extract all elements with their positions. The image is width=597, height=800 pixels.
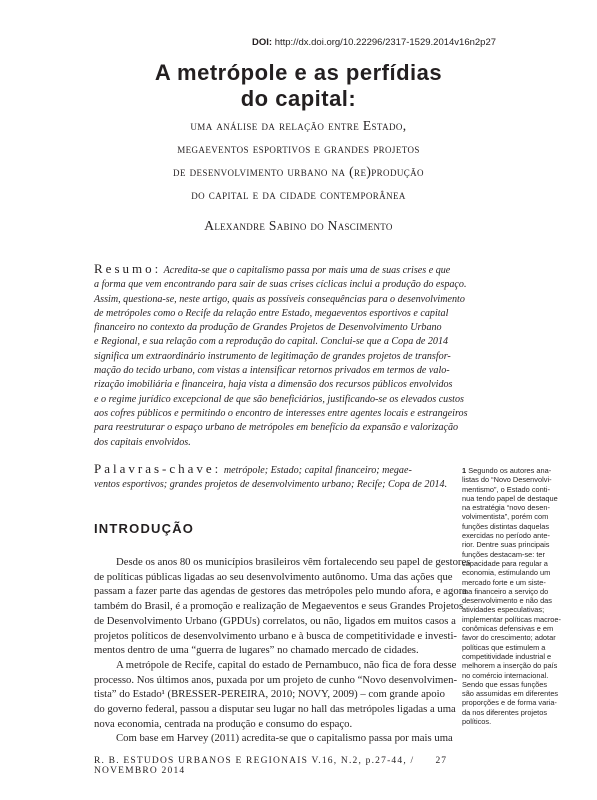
doi-link[interactable]: http://dx.doi.org/10.22296/2317-1529.2014v16n2p27 xyxy=(274,37,497,48)
doi-label: DOI: xyxy=(252,37,273,48)
page-number: 27 xyxy=(435,756,447,766)
abstract xyxy=(94,261,468,450)
body-line: do governo federal, passou a disputar seu lugar no hall das metrópoles ligadas a uma xyxy=(94,703,456,716)
body-text xyxy=(94,555,471,746)
footnote-line: ma financeiro a serviço do xyxy=(462,586,549,596)
body-line: mentos dentro de uma “guerra de lugares” no chamado mercado de cidades. xyxy=(94,644,419,657)
body-line: nova economia, centrada na produção e consumo do espaço. xyxy=(94,717,353,730)
footnote-line: Sendo que essas funções xyxy=(462,679,548,689)
footnote-line: listas do “Novo Desenvolvi- xyxy=(462,475,552,485)
keywords-line: Palavras-chave: metrópole; Estado; capital financeiro; megae- xyxy=(94,461,412,476)
abstract-label: Resumo: xyxy=(94,261,162,276)
abstract-line: financeiro no contexto da produção de Grandes Projetos de Desenvolvimento Urbano xyxy=(94,322,442,334)
abstract-line: a forma que vem encontrando para sair de suas crises cíclicas inclui a produção do espaço. xyxy=(94,279,467,291)
body-line: processo. Nos últimos anos, puxada por um projeto de cunho “Novo desenvolvimen- xyxy=(94,673,458,686)
abstract-line: Resumo: Acredita-se que o capitalismo passa por mais uma de suas crises e que xyxy=(94,261,451,276)
keywords xyxy=(94,462,447,493)
subtitle-line-1: uma análise da relação entre Estado, xyxy=(190,118,407,133)
footnote-line: no comércio internacional. xyxy=(462,670,549,680)
body-line: tista” do Estado¹ (BRESSER-PEREIRA, 2010; NOVY, 2009) – com grande apoio xyxy=(94,688,445,701)
footnote-line: capacidade para regular a xyxy=(462,558,548,568)
subtitle-line-4: do capital e da cidade contemporânea xyxy=(191,187,406,202)
keywords-line: ventos esportivos; grandes projetos de desenvolvimento urbano; Recife; Copa de 2014. xyxy=(94,479,448,491)
footnote-line: competitividade industrial e xyxy=(462,651,552,661)
footnote-line: funções destacam-se: ter xyxy=(462,549,545,559)
footnote-line: são assumidas em diferentes xyxy=(462,689,559,699)
abstract-line: e o regime jurídico excepcional de que são beneficiários, justificando-se os elevados custos xyxy=(94,393,464,405)
abstract-line: de metrópoles como o Recife da relação entre Estado, megaeventos esportivos e capital xyxy=(94,307,449,319)
article-title-line-1: A metrópole e as perfídias xyxy=(154,60,443,85)
abstract-line: Assim, questiona-se, neste artigo, quais as possíveis consequências para o desenvolvimento xyxy=(94,293,465,305)
author-name: Alexandre Sabino do Nascimento xyxy=(204,218,393,233)
footnote-line: proporções e de forma varia- xyxy=(462,698,557,708)
footnote-number: 1 xyxy=(462,466,467,475)
abstract-line: significa um extraordinário instrumento de legitimação de grandes projetos de transfor- xyxy=(94,350,451,362)
footnote-line: exercidas no período ante- xyxy=(462,531,550,541)
footnote-line: favor do crescimento; adotar xyxy=(462,633,556,643)
footnote-line: da nos diferentes projetos xyxy=(462,707,548,717)
footnote-line: mercado forte e um siste- xyxy=(462,577,546,587)
footnote-line: implementar políticas macroe- xyxy=(462,614,561,624)
page-footer xyxy=(94,756,447,776)
abstract-line: e Regional, e sua relação com a reprodução do capital. Conclui-se que a Copa de 2014 xyxy=(94,336,449,348)
subtitle-line-3: de desenvolvimento urbano na (re)produção xyxy=(173,164,424,179)
footnote-line: atividades especulativas; xyxy=(462,605,545,615)
body-line: de políticas públicas ligadas ao seu desenvolvimento autônomo. Uma das ações que xyxy=(94,570,453,583)
body-line: projetos políticos de desenvolvimento urbano e à busca de competitividade e investi- xyxy=(94,629,457,642)
footnote-line: na estratégia “novo desen- xyxy=(462,503,550,513)
footnote-line: políticos. xyxy=(462,717,492,727)
abstract-line: dos capitais envolvidos. xyxy=(94,436,191,448)
body-line: passam a fazer parte das agendas de gestores das metrópoles pelo mundo afora, e agora xyxy=(94,585,468,598)
doi-line xyxy=(252,37,496,48)
body-line: A metrópole de Recife, capital do estado de Pernambuco, não fica de fora desse xyxy=(116,658,457,671)
body-line: Desde os anos 80 os municípios brasileiros vêm fortalecendo seu papel de gestores xyxy=(116,556,471,568)
abstract-line: aos cofres públicos e permitindo o encontro de interesses entre agentes locais e estrangeiros xyxy=(94,407,468,419)
footnote-line: funções distintas daquelas xyxy=(462,521,550,531)
footnote-line: economia, estimulando um xyxy=(462,568,551,578)
footnote-line: nua tendo papel de destaque xyxy=(462,493,558,503)
footnote-line: melhorem a inserção do país xyxy=(462,661,558,671)
body-line: também do Brasil, é a promoção e realização de Megaeventos e seus Grandes Projetos xyxy=(94,600,464,613)
article-title-line-2: do capital: xyxy=(240,86,357,111)
journal-citation: R. B. ESTUDOS URBANOS E REGIONAIS V.16, N.2, p.27-44, / NOVEMBRO 2014 xyxy=(94,756,415,776)
abstract-line: rização imobiliária e financeira, haja vista a dimensão dos recursos públicos envolvidos xyxy=(94,379,453,391)
footnote-line: volvimentista”, porém com xyxy=(462,512,549,522)
keywords-label: Palavras-chave: xyxy=(94,461,222,476)
body-line: de Desenvolvimento Urbano (GPDUs) correlatos, ou não, ligados em muitos casos a xyxy=(94,614,456,627)
body-line: Com base em Harvey (2011) acredita-se que o capitalismo passa por mais uma xyxy=(116,732,453,745)
footnote-line: 1 Segundo os autores ana- xyxy=(462,466,552,475)
subtitle-line-2: megaeventos esportivos e grandes projetos xyxy=(177,141,420,156)
footnote-line: políticas que estimulem a xyxy=(462,642,546,652)
footnote-line: desenvolvimento e não das xyxy=(462,596,552,606)
abstract-line: para reestruturar o espaço urbano de metrópoles em benefício da expansão e valorização xyxy=(94,422,459,434)
footnote xyxy=(462,466,561,726)
section-heading: INTRODUÇÃO xyxy=(94,521,195,536)
footnote-line: mentismo”, o Estado conti- xyxy=(462,484,550,494)
abstract-line: mação do tecido urbano, com vistas a intensificar retornos privados em termos de valo- xyxy=(94,365,450,377)
footnote-line: conômicas defensivas e em xyxy=(462,624,554,634)
footnote-line: rior. Dentre suas principais xyxy=(462,540,550,550)
